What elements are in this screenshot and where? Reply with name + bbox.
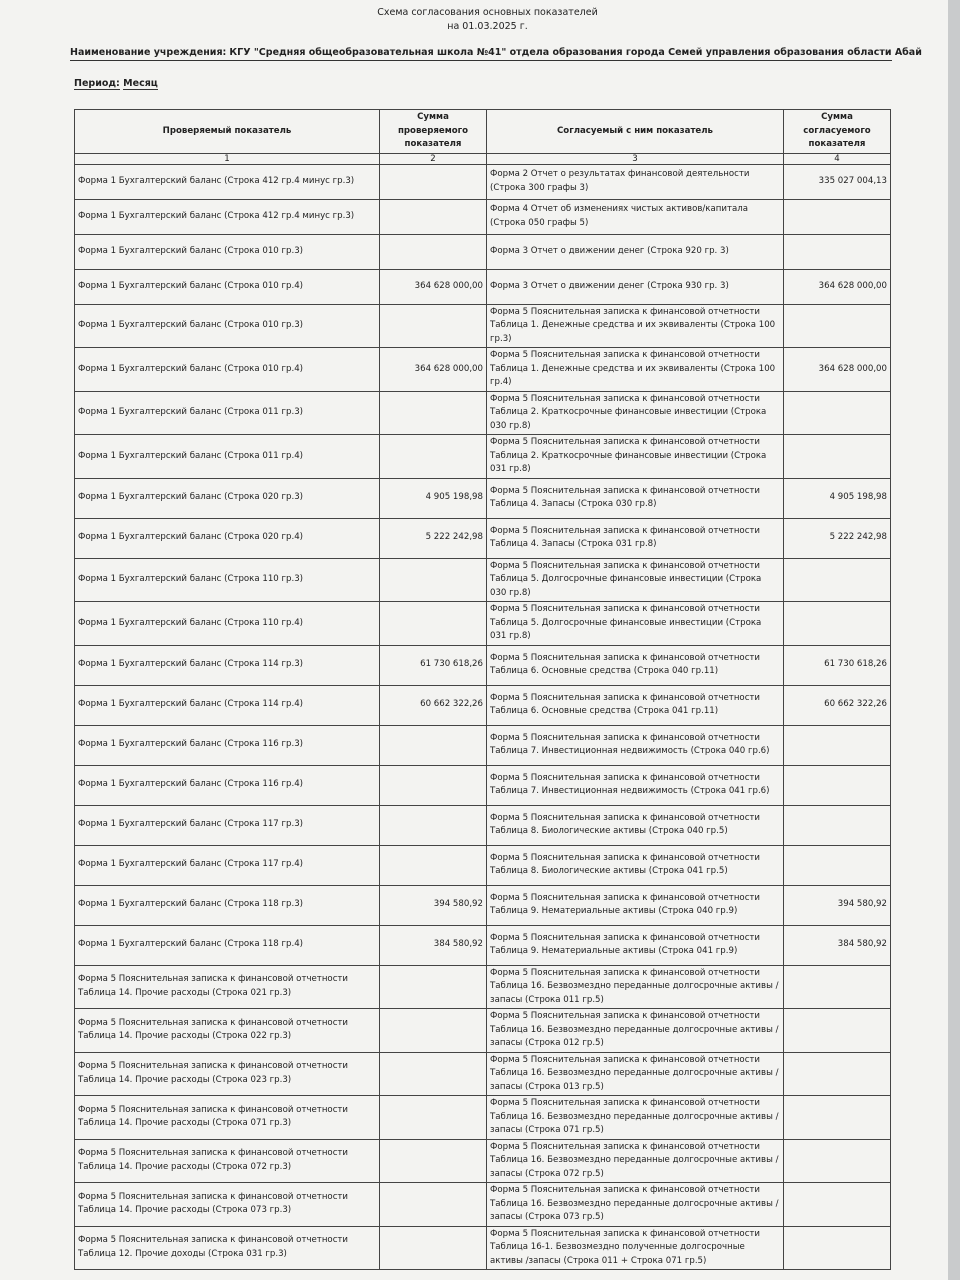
matched-indicator: Форма 2 Отчет о результатах финансовой деятельности (Строка 300 графы 3) <box>487 164 784 199</box>
matched-sum <box>784 602 891 646</box>
header-matched-indicator: Согласуемый с ним показатель <box>487 110 784 154</box>
table-header-row <box>75 110 891 154</box>
header-checked-indicator: Проверяемый показатель <box>75 110 380 154</box>
checked-indicator: Форма 1 Бухгалтерский баланс (Строка 118 гр.3) <box>75 885 380 925</box>
checked-sum <box>380 234 487 269</box>
matched-indicator: Форма 5 Пояснительная записка к финансовой отчетности Таблица 2. Краткосрочные финансовые инвестиции (Строка 030 гр.8) <box>487 391 784 435</box>
matched-indicator: Форма 5 Пояснительная записка к финансовой отчетности Таблица 2. Краткосрочные финансовые инвестиции (Строка 031 гр.8) <box>487 435 784 479</box>
checked-indicator: Форма 1 Бухгалтерский баланс (Строка 412 гр.4 минус гр.3) <box>75 199 380 234</box>
matched-sum <box>784 1009 891 1053</box>
matched-sum <box>784 304 891 348</box>
checked-sum: 384 580,92 <box>380 925 487 965</box>
matched-sum <box>784 1183 891 1227</box>
matched-indicator: Форма 5 Пояснительная записка к финансовой отчетности Таблица 16. Безвозмездно переданные долгосрочные активы /запасы (Строка 073 гр.5) <box>487 1183 784 1227</box>
checked-sum: 60 662 322,26 <box>380 685 487 725</box>
matched-sum: 4 905 198,98 <box>784 478 891 518</box>
checked-indicator: Форма 5 Пояснительная записка к финансовой отчетности Таблица 14. Прочие расходы (Строка 023 гр.3) <box>75 1052 380 1096</box>
matched-indicator: Форма 4 Отчет об изменениях чистых активов/капитала (Строка 050 графы 5) <box>487 199 784 234</box>
matched-sum: 384 580,92 <box>784 925 891 965</box>
matched-indicator: Форма 5 Пояснительная записка к финансовой отчетности Таблица 1. Денежные средства и их эквиваленты (Строка 100 гр.3) <box>487 304 784 348</box>
period-line <box>74 78 158 89</box>
checked-indicator: Форма 1 Бухгалтерский баланс (Строка 114 гр.3) <box>75 645 380 685</box>
checked-indicator: Форма 5 Пояснительная записка к финансовой отчетности Таблица 14. Прочие расходы (Строка 021 гр.3) <box>75 965 380 1009</box>
checked-indicator: Форма 1 Бухгалтерский баланс (Строка 117 гр.4) <box>75 845 380 885</box>
matched-sum: 364 628 000,00 <box>784 348 891 392</box>
checked-indicator: Форма 1 Бухгалтерский баланс (Строка 010 гр.3) <box>75 304 380 348</box>
header-matched-sum: Сумма согласуемого показателя <box>784 110 891 154</box>
matched-sum: 5 222 242,98 <box>784 518 891 558</box>
checked-sum <box>380 1139 487 1183</box>
header-checked-sum: Сумма проверяемого показателя <box>380 110 487 154</box>
checked-sum: 4 905 198,98 <box>380 478 487 518</box>
checked-sum <box>380 199 487 234</box>
checked-indicator: Форма 1 Бухгалтерский баланс (Строка 020 гр.4) <box>75 518 380 558</box>
matched-indicator: Форма 5 Пояснительная записка к финансовой отчетности Таблица 16. Безвозмездно переданные долгосрочные активы /запасы (Строка 072 гр.5) <box>487 1139 784 1183</box>
matched-sum <box>784 391 891 435</box>
checked-indicator: Форма 5 Пояснительная записка к финансовой отчетности Таблица 14. Прочие расходы (Строка 072 гр.3) <box>75 1139 380 1183</box>
checked-sum <box>380 765 487 805</box>
checked-sum: 364 628 000,00 <box>380 348 487 392</box>
page-edge <box>948 0 960 1280</box>
matched-sum <box>784 965 891 1009</box>
checked-sum <box>380 1226 487 1270</box>
matched-sum <box>784 1052 891 1096</box>
checked-indicator: Форма 1 Бухгалтерский баланс (Строка 114 гр.4) <box>75 685 380 725</box>
checked-sum <box>380 1183 487 1227</box>
matched-sum <box>784 1139 891 1183</box>
matched-indicator: Форма 5 Пояснительная записка к финансовой отчетности Таблица 16. Безвозмездно переданные долгосрочные активы /запасы (Строка 011 гр.5) <box>487 965 784 1009</box>
checked-indicator: Форма 1 Бухгалтерский баланс (Строка 116 гр.3) <box>75 725 380 765</box>
matched-indicator: Форма 5 Пояснительная записка к финансовой отчетности Таблица 6. Основные средства (Строка 041 гр.11) <box>487 685 784 725</box>
matched-indicator: Форма 5 Пояснительная записка к финансовой отчетности Таблица 9. Нематериальные активы (Строка 040 гр.9) <box>487 885 784 925</box>
checked-sum: 394 580,92 <box>380 885 487 925</box>
matched-sum <box>784 234 891 269</box>
column-number: 2 <box>380 153 487 164</box>
checked-sum <box>380 805 487 845</box>
matched-indicator: Форма 5 Пояснительная записка к финансовой отчетности Таблица 8. Биологические активы (Строка 040 гр.5) <box>487 805 784 845</box>
matched-indicator: Форма 5 Пояснительная записка к финансовой отчетности Таблица 16. Безвозмездно переданные долгосрочные активы /запасы (Строка 071 гр.5) <box>487 1096 784 1140</box>
checked-sum <box>380 164 487 199</box>
matched-indicator: Форма 5 Пояснительная записка к финансовой отчетности Таблица 7. Инвестиционная недвижимость (Строка 040 гр.6) <box>487 725 784 765</box>
checked-sum <box>380 845 487 885</box>
checked-indicator: Форма 5 Пояснительная записка к финансовой отчетности Таблица 14. Прочие расходы (Строка 071 гр.3) <box>75 1096 380 1140</box>
matched-sum <box>784 805 891 845</box>
matched-sum <box>784 765 891 805</box>
matched-sum <box>784 199 891 234</box>
matched-sum <box>784 1096 891 1140</box>
checked-indicator: Форма 1 Бухгалтерский баланс (Строка 117 гр.3) <box>75 805 380 845</box>
column-number: 3 <box>487 153 784 164</box>
checked-sum <box>380 1052 487 1096</box>
matched-indicator: Форма 5 Пояснительная записка к финансовой отчетности Таблица 7. Инвестиционная недвижимость (Строка 041 гр.6) <box>487 765 784 805</box>
title-text: Схема согласования основных показателей <box>377 7 598 18</box>
checked-indicator: Форма 1 Бухгалтерский баланс (Строка 011 гр.3) <box>75 391 380 435</box>
matched-sum: 335 027 004,13 <box>784 164 891 199</box>
matched-sum <box>784 725 891 765</box>
checked-sum <box>380 1096 487 1140</box>
checked-indicator: Форма 1 Бухгалтерский баланс (Строка 020 гр.3) <box>75 478 380 518</box>
checked-sum <box>380 725 487 765</box>
checked-indicator: Форма 1 Бухгалтерский баланс (Строка 412 гр.4 минус гр.3) <box>75 164 380 199</box>
matched-indicator: Форма 5 Пояснительная записка к финансовой отчетности Таблица 16. Безвозмездно переданные долгосрочные активы /запасы (Строка 013 гр.5) <box>487 1052 784 1096</box>
matched-indicator: Форма 5 Пояснительная записка к финансовой отчетности Таблица 5. Долгосрочные финансовые инвестиции (Строка 030 гр.8) <box>487 558 784 602</box>
checked-sum <box>380 602 487 646</box>
checked-indicator: Форма 5 Пояснительная записка к финансовой отчетности Таблица 14. Прочие расходы (Строка 022 гр.3) <box>75 1009 380 1053</box>
matched-indicator: Форма 5 Пояснительная записка к финансовой отчетности Таблица 1. Денежные средства и их эквиваленты (Строка 100 гр.4) <box>487 348 784 392</box>
matched-indicator: Форма 5 Пояснительная записка к финансовой отчетности Таблица 4. Запасы (Строка 030 гр.8) <box>487 478 784 518</box>
matched-sum <box>784 1226 891 1270</box>
checked-indicator: Форма 5 Пояснительная записка к финансовой отчетности Таблица 12. Прочие доходы (Строка 031 гр.3) <box>75 1226 380 1270</box>
checked-indicator: Форма 1 Бухгалтерский баланс (Строка 118 гр.4) <box>75 925 380 965</box>
matched-sum: 364 628 000,00 <box>784 269 891 304</box>
column-number-row <box>75 153 891 164</box>
checked-indicator: Форма 5 Пояснительная записка к финансовой отчетности Таблица 14. Прочие расходы (Строка 073 гр.3) <box>75 1183 380 1227</box>
matched-indicator: Форма 5 Пояснительная записка к финансовой отчетности Таблица 6. Основные средства (Строка 040 гр.11) <box>487 645 784 685</box>
checked-sum <box>380 391 487 435</box>
matched-sum: 61 730 618,26 <box>784 645 891 685</box>
institution-line <box>70 47 922 61</box>
column-number: 4 <box>784 153 891 164</box>
matched-indicator: Форма 5 Пояснительная записка к финансовой отчетности Таблица 8. Биологические активы (Строка 041 гр.5) <box>487 845 784 885</box>
checked-indicator: Форма 1 Бухгалтерский баланс (Строка 011 гр.4) <box>75 435 380 479</box>
checked-sum <box>380 435 487 479</box>
checked-indicator: Форма 1 Бухгалтерский баланс (Строка 010 гр.4) <box>75 348 380 392</box>
checked-sum <box>380 558 487 602</box>
checked-indicator: Форма 1 Бухгалтерский баланс (Строка 110 гр.3) <box>75 558 380 602</box>
institution-name: КГУ "Средняя общеобразовательная школа №41" отдела образования города Семей управления образования области Абай <box>229 47 922 58</box>
checked-sum <box>380 965 487 1009</box>
title-date: на 01.03.2025 г. <box>447 21 528 32</box>
matched-indicator: Форма 3 Отчет о движении денег (Строка 920 гр. 3) <box>487 234 784 269</box>
matched-indicator: Форма 5 Пояснительная записка к финансовой отчетности Таблица 9. Нематериальные активы (Строка 041 гр.9) <box>487 925 784 965</box>
reconciliation-table <box>74 109 891 1270</box>
checked-indicator: Форма 1 Бухгалтерский баланс (Строка 110 гр.4) <box>75 602 380 646</box>
matched-sum: 60 662 322,26 <box>784 685 891 725</box>
period-label: Период: <box>74 78 120 89</box>
column-number: 1 <box>75 153 380 164</box>
document-title <box>0 6 960 34</box>
checked-sum <box>380 304 487 348</box>
matched-indicator: Форма 5 Пояснительная записка к финансовой отчетности Таблица 5. Долгосрочные финансовые инвестиции (Строка 031 гр.8) <box>487 602 784 646</box>
matched-indicator: Форма 5 Пояснительная записка к финансовой отчетности Таблица 16. Безвозмездно переданные долгосрочные активы /запасы (Строка 012 гр.5) <box>487 1009 784 1053</box>
institution-label: Наименование учреждения: <box>70 47 227 58</box>
checked-indicator: Форма 1 Бухгалтерский баланс (Строка 116 гр.4) <box>75 765 380 805</box>
matched-sum: 394 580,92 <box>784 885 891 925</box>
checked-sum <box>380 1009 487 1053</box>
matched-sum <box>784 558 891 602</box>
checked-indicator: Форма 1 Бухгалтерский баланс (Строка 010 гр.3) <box>75 234 380 269</box>
period-value: Месяц <box>123 78 158 89</box>
matched-indicator: Форма 3 Отчет о движении денег (Строка 930 гр. 3) <box>487 269 784 304</box>
checked-indicator: Форма 1 Бухгалтерский баланс (Строка 010 гр.4) <box>75 269 380 304</box>
matched-indicator: Форма 5 Пояснительная записка к финансовой отчетности Таблица 16-1. Безвозмездно полученные долгосрочные активы /запасы (Строка 011 + Строка 071 гр.5) <box>487 1226 784 1270</box>
checked-sum: 5 222 242,98 <box>380 518 487 558</box>
matched-sum <box>784 435 891 479</box>
checked-sum: 61 730 618,26 <box>380 645 487 685</box>
checked-sum: 364 628 000,00 <box>380 269 487 304</box>
matched-indicator: Форма 5 Пояснительная записка к финансовой отчетности Таблица 4. Запасы (Строка 031 гр.8) <box>487 518 784 558</box>
matched-sum <box>784 845 891 885</box>
